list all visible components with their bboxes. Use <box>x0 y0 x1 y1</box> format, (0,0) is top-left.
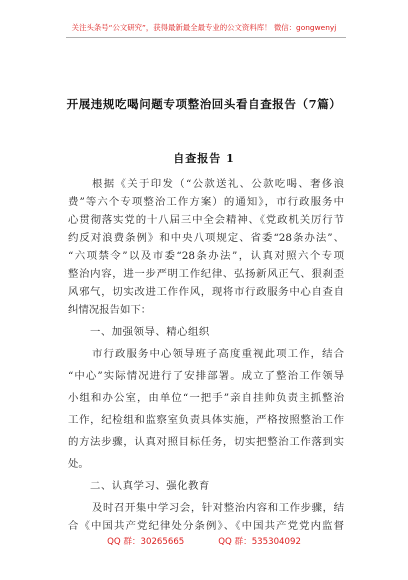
header-banner: 关注头条号“公文研究”，获得最新最全最专业的公文资料库！ 微信：gongwenyj <box>71 23 337 32</box>
paragraph-line: 整治内容，进一步严明工作纪律、弘扬新风正气、狠刹歪 <box>68 268 344 280</box>
section-heading: 二、认真学习、强化教育 <box>90 480 210 492</box>
paragraph-line: 风邪气，切实改进工作作风，现将市行政服务中心自查自 <box>68 286 344 298</box>
paragraph-line: 心贯彻落实党的十八届三中全会精神、《党政机关厉行节 <box>68 214 344 226</box>
paragraph-line: 费”等六个专项整治工作方案）的通知》，市行政服务中 <box>68 196 344 208</box>
paragraph-line: 的方法步骤，认真对照目标任务，切实把整治工作落到实 <box>68 436 344 448</box>
paragraph-line: 约反对浪费条例》和中央八项规定、省委“28条办法”、 <box>68 232 344 244</box>
paragraph-line: 处。 <box>68 458 89 470</box>
paragraph-line: 及时召开集中学习会，针对整治内容和工作步骤，结 <box>92 502 344 514</box>
paragraph-line: 根据《关于印发（“公款送礼、公款吃喝、奢侈浪 <box>92 178 344 190</box>
paragraph-line: 市行政服务中心领导班子高度重视此项工作，结合 <box>92 348 344 360</box>
paragraph-line: “中心”实际情况进行了安排部署。成立了整治工作领导 <box>68 370 344 382</box>
paragraph-line: 小组和办公室，由单位“一把手”亲自挂帅负责主抓整治 <box>68 392 344 404</box>
footer-contact <box>0 535 408 547</box>
footer-qq-group-2: QQ 群：535304092 <box>218 537 301 547</box>
paragraph-line: “六项禁令”以及市委“28条办法”，认真对照六个专项 <box>68 250 344 262</box>
footer-qq-group-1: QQ 群：30265665 <box>107 537 185 547</box>
header-divider <box>66 37 346 38</box>
paragraph-line: 纠情况报告如下： <box>68 304 152 316</box>
section-title: 自查报告 1 <box>173 152 235 165</box>
paragraph-line: 工作，纪检组和监察室负责具体实施，严格按照整治工作 <box>68 414 344 426</box>
document-title: 开展违规吃喝问题专项整治回头看自查报告（7篇） <box>66 97 342 111</box>
section-heading: 一、加强领导、精心组织 <box>90 326 210 338</box>
paragraph-line: 合《中国共产党纪律处分条例》、《中国共产党党内监督 <box>68 520 344 532</box>
